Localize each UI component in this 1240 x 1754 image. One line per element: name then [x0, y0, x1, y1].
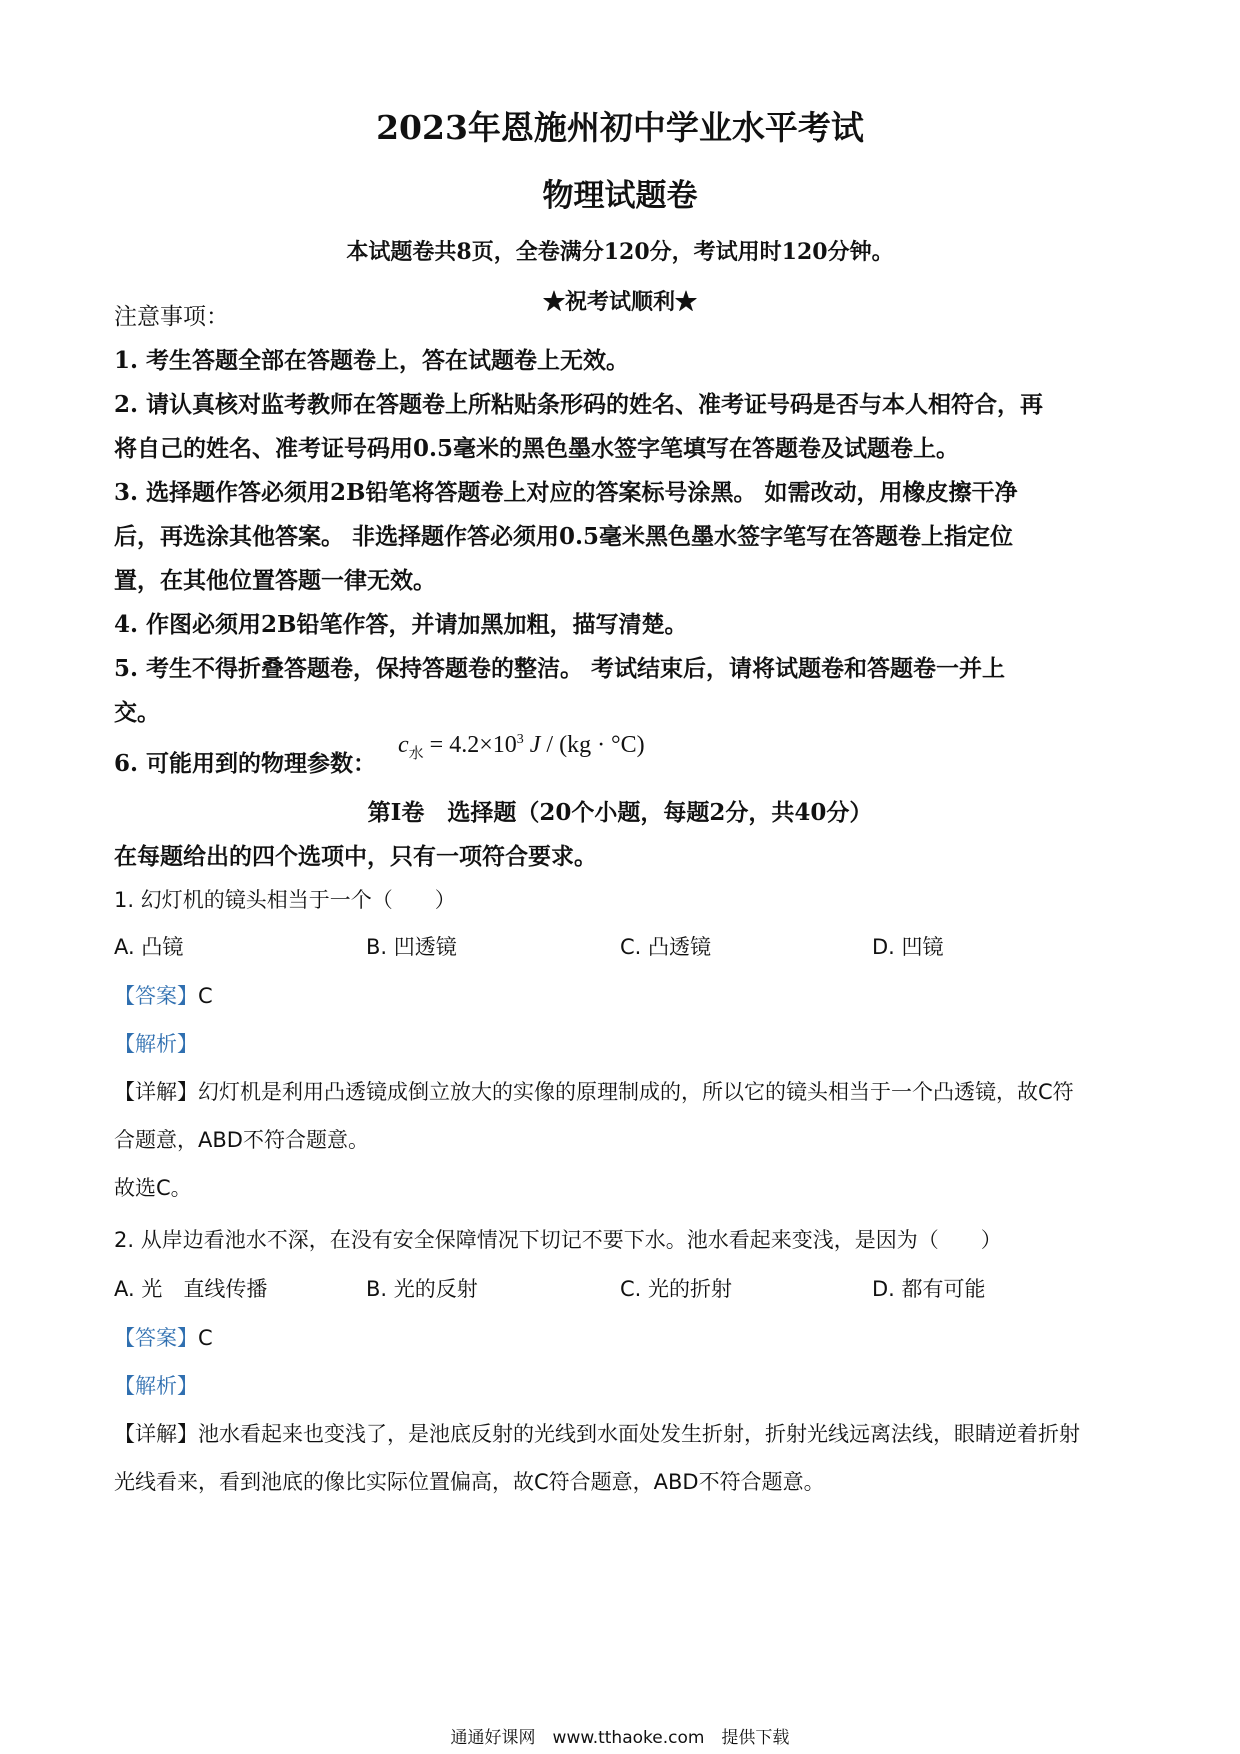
formula-subscript: 水	[408, 745, 424, 762]
section-title: 第Ⅰ卷 选择题（20个小题，每题2分，共40分）	[367, 799, 873, 826]
formula-unit-j: J	[529, 732, 541, 758]
conclusion: 故选C。	[114, 1176, 192, 1200]
option-b: B. 光的反射	[366, 1277, 478, 1301]
note-line: 4. 作图必须用2B铅笔作答，并请加黑加粗，描写清楚。	[114, 611, 688, 638]
page-footer: 通通好课网 www.tthaoke.com 提供下载	[450, 1728, 790, 1748]
note-line: 置，在其他位置答题一律无效。	[114, 567, 436, 594]
exam-info: 本试题卷共8页，全卷满分120分，考试用时120分钟。	[346, 239, 894, 265]
option-d: D. 都有可能	[872, 1277, 986, 1301]
detail-text: 合题意，ABD不符合题意。	[114, 1128, 369, 1152]
formula-symbol: c	[398, 732, 409, 758]
detail-text: 池水看起来也变浅了，是池底反射的光线到水面处发生折射，折射光线远离法线，眼睛逆着折射	[198, 1422, 1080, 1446]
section-instruction: 在每题给出的四个选项中，只有一项符合要求。	[114, 843, 597, 870]
exam-wish: ★祝考试顺利★	[542, 289, 697, 315]
answer-row	[114, 980, 213, 1010]
question-stem: 1. 幻灯机的镜头相当于一个（ ）	[114, 888, 456, 912]
analysis-tag: 【解析】	[114, 1032, 198, 1056]
detail-text: 幻灯机是利用凸透镜成倒立放大的实像的原理制成的，所以它的镜头相当于一个凸透镜，故C符	[198, 1080, 1074, 1104]
detail-tag: 【详解】	[114, 1080, 198, 1104]
option-c: C. 光的折射	[620, 1277, 733, 1301]
answer-value: C	[198, 984, 213, 1008]
answer-tag: 【答案】	[114, 984, 198, 1008]
option-a: A. 凸镜	[114, 935, 184, 959]
note-line: 将自己的姓名、准考证号码用0.5毫米的黑色墨水签字笔填写在答题卷及试题卷上。	[114, 435, 960, 462]
exam-subtitle: 物理试题卷	[542, 178, 698, 214]
analysis-tag: 【解析】	[114, 1374, 198, 1398]
detail-tag: 【详解】	[114, 1422, 198, 1446]
answer-row	[114, 1322, 213, 1352]
formula-exponent: 3	[516, 732, 524, 747]
option-b: B. 凹透镜	[366, 935, 457, 959]
detail-text: 光线看来，看到池底的像比实际位置偏高，故C符合题意，ABD不符合题意。	[114, 1470, 825, 1494]
note-line: 1. 考生答题全部在答题卷上，答在试题卷上无效。	[114, 347, 630, 374]
question-stem: 2. 从岸边看池水不深，在没有安全保障情况下切记不要下水。池水看起来变浅，是因为（ ）	[114, 1228, 1002, 1252]
note-line: 5. 考生不得折叠答题卷，保持答题卷的整洁。 考试结束后，请将试题卷和答题卷一并上	[114, 655, 1006, 682]
note-line: 2. 请认真核对监考教师在答题卷上所粘贴条形码的姓名、准考证号码是否与本人相符合，再	[114, 391, 1044, 418]
formula-value: = 4.2×10	[429, 732, 517, 758]
detail-row	[114, 1418, 1080, 1448]
note-line: 3. 选择题作答必须用2B铅笔将答题卷上对应的答案标号涂黑。 如需改动，用橡皮擦干净	[114, 479, 1018, 506]
formula-unit-rest: / (kg · °C)	[540, 732, 645, 758]
param-label: 6. 可能用到的物理参数：	[114, 750, 377, 777]
specific-heat-formula	[398, 732, 645, 763]
option-a: A. 光 直线传播	[114, 1277, 268, 1301]
note-line: 交。	[114, 699, 160, 726]
answer-value: C	[198, 1326, 213, 1350]
detail-row	[114, 1076, 1074, 1106]
option-c: C. 凸透镜	[620, 935, 712, 959]
answer-tag: 【答案】	[114, 1326, 198, 1350]
notes-heading: 注意事项：	[114, 304, 229, 330]
option-d: D. 凹镜	[872, 935, 944, 959]
note-line: 后，再选涂其他答案。 非选择题作答必须用0.5毫米黑色墨水签字笔写在答题卷上指定位	[114, 523, 1014, 550]
exam-title: 2023年恩施州初中学业水平考试	[376, 108, 864, 147]
